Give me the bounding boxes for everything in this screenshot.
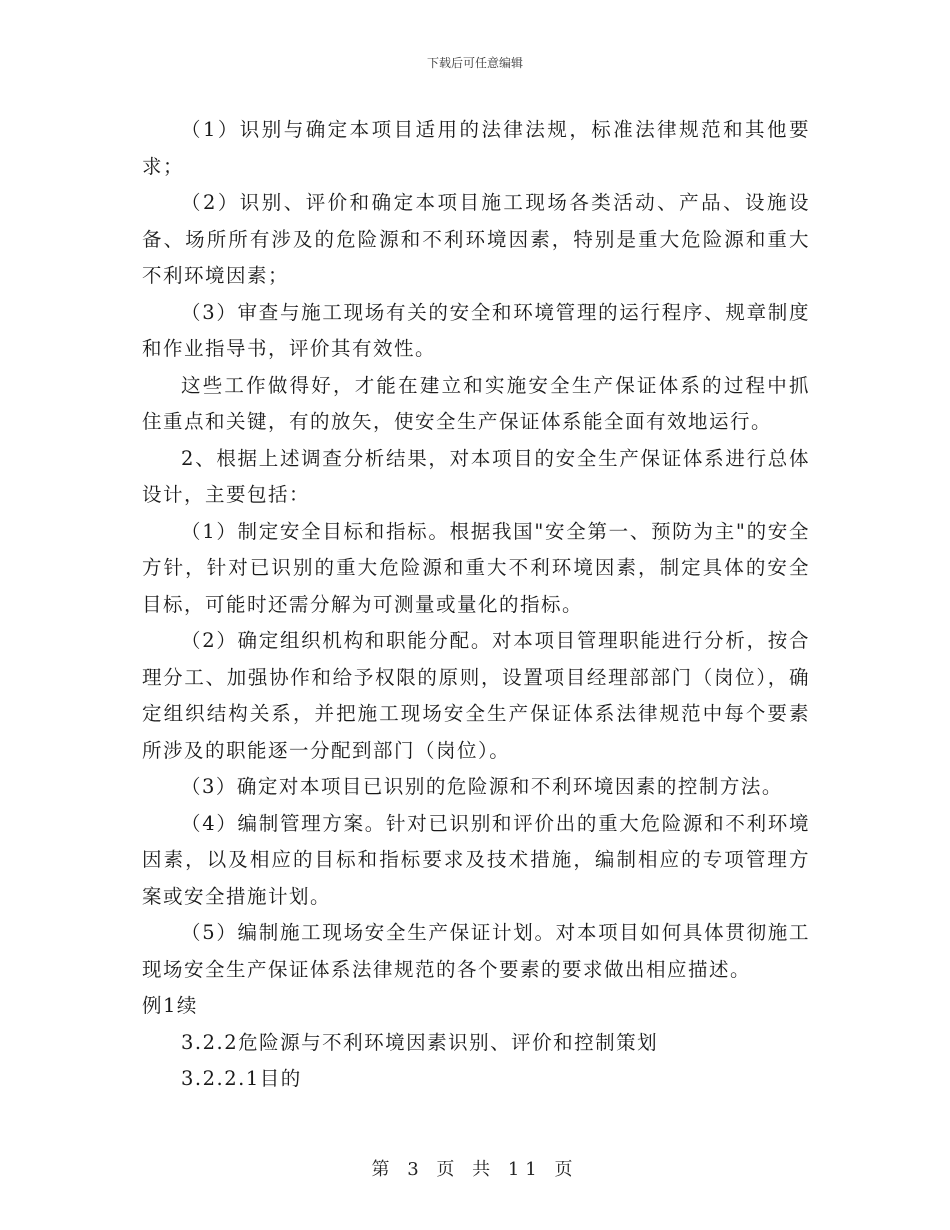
paragraph-9: （4）编制管理方案。针对已识别和评价出的重大危险源和不利环境因素，以及相应的目标和指标要求及技术措施，编制相应的专项管理方案或安全措施计划。: [142, 811, 810, 908]
paragraph-1: （1）识别与确定本项目适用的法律法规，标准法律规范和其他要求；: [142, 118, 810, 178]
document-body: [142, 112, 810, 1098]
paragraph-8: （3）确定对本项目已识别的危险源和不利环境因素的控制方法。: [181, 775, 783, 798]
paragraph-10: （5）编制施工现场安全生产保证计划。对本项目如何具体贯彻施工现场安全生产保证体系法律规范的各个要素的要求做出相应描述。: [142, 921, 810, 981]
page-number-footer: 第 3 页 共 11 页: [371, 1159, 579, 1180]
section-heading-3-2-2: 3.2.2危险源与不利环境因素识别、评价和控制策划: [181, 1030, 659, 1054]
paragraph-3: （3）审查与施工现场有关的安全和环境管理的运行程序、规章制度和作业指导书，评价其有效性。: [142, 300, 810, 360]
paragraph-7: （2）确定组织机构和职能分配。对本项目管理职能进行分析，按合理分工、加强协作和给予权限的原则，设置项目经理部部门（岗位），确定组织结构关系，并把施工现场安全生产保证体系法律规范中每个要素所涉及的职能逐一分配到部门（岗位）。: [142, 629, 810, 762]
page-header-note: 下载后可任意编辑: [426, 56, 523, 70]
paragraph-6: （1）制定安全目标和指标。根据我国"安全第一、预防为主"的安全方针，针对已识别的重大危险源和重大不利环境因素，制定具体的安全目标，可能时还需分解为可测量或量化的指标。: [142, 519, 810, 616]
paragraph-5: 2、根据上述调查分析结果，对本项目的安全生产保证体系进行总体设计，主要包括：: [142, 446, 810, 506]
example-continued-label: 例1续: [142, 994, 198, 1017]
paragraph-2: （2）识别、评价和确定本项目施工现场各类活动、产品、设施设备、场所所有涉及的危险源和不利环境因素，特别是重大危险源和重大不利环境因素；: [142, 191, 810, 287]
section-heading-3-2-2-1: 3.2.2.1目的: [181, 1067, 302, 1090]
paragraph-4: 这些工作做得好，才能在建立和实施安全生产保证体系的过程中抓住重点和关键，有的放矢，使安全生产保证体系能全面有效地运行。: [142, 373, 810, 433]
